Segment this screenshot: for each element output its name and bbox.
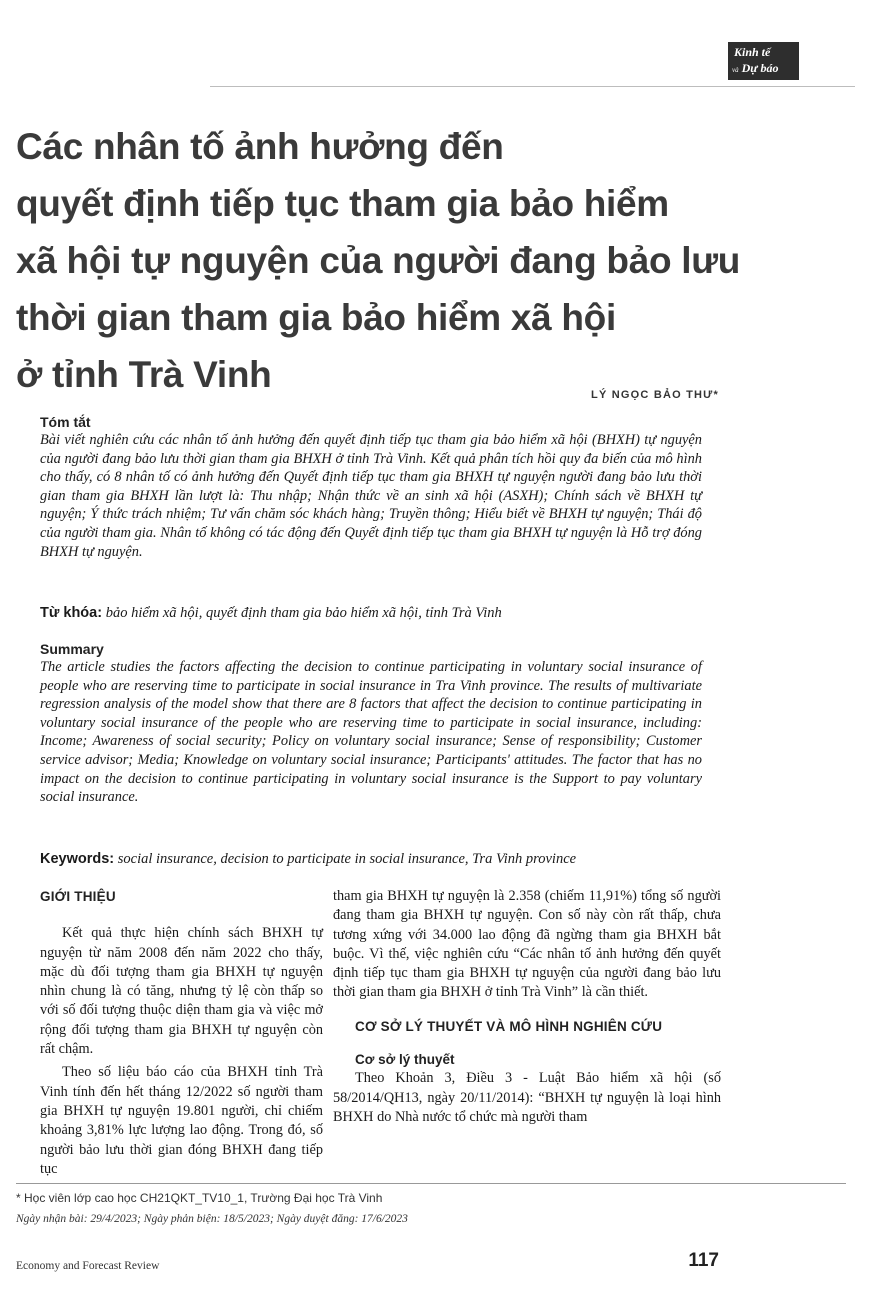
author-footnote: * Học viên lớp cao học CH21QKT_TV10_1, Trường Đại học Trà Vinh [16, 1191, 383, 1205]
footnote-divider [16, 1183, 846, 1184]
body-paragraph: tham gia BHXH tự nguyện là 2.358 (chiếm 11,91%) tổng số người đang tham gia BHXH tự nguyện. Con số này còn rất thấp, chưa tương xứng với 34.000 lao động đã ngừng tham gia BHXH bắt buộc. Vì thế, việc nghiên cứu “Các nhân tố ảnh hưởng đến quyết định tiếp tục tham gia BHXH tự nguyện của người đang bảo lưu thời gian tham gia BHXH ở tỉnh Trà Vinh” là cần thiết. [333, 888, 721, 1001]
keywords-english [40, 850, 702, 868]
body-paragraph: Kết quả thực hiện chính sách BHXH tự nguyện từ năm 2008 đến năm 2022 cho thấy, mặc dù đối tượng tham gia BHXH tự nguyện nhìn chung là có tăng, nhưng tỷ lệ còn thấp so với số đối tượng thuộc diện tham gia và việc mở rộng đối tượng tham gia BHXH tự nguyện còn rất chậm. [40, 925, 323, 1058]
logo-line1: Kinh tế [734, 45, 771, 59]
keywords-vi-text: bảo hiểm xã hội, quyết định tham gia bảo hiểm xã hội, tỉnh Trà Vinh [105, 605, 502, 621]
review-dates: Ngày nhận bài: 29/4/2023; Ngày phản biện: 18/5/2023; Ngày duyệt đăng: 17/6/2023 [16, 1213, 408, 1225]
title-line: Các nhân tố ảnh hưởng đến [16, 126, 504, 167]
subsection-heading: Cơ sở lý thuyết [355, 1052, 455, 1068]
abstract-vi-text: Bài viết nghiên cứu các nhân tố ảnh hưởng đến quyết định tiếp tục tham gia bảo hiểm xã hội (BHXH) tự nguyện của người đang bảo lưu thời gian tham gia BHXH ở tỉnh Trà Vinh. Kết quả phân tích hồi quy đa biến của mô hình cho thấy, có 8 nhân tố có ảnh hưởng đến Quyết định tiếp tục tham gia BHXH tự nguyện người đang bảo lưu thời gian tham gia BHXH lần lượt là: Thu nhập; Nhận thức về an sinh xã hội (ASXH); Chính sách về BHXH tự nguyện; Ý thức trách nhiệm; Tư vấn chăm sóc khách hàng; Truyền thông; Hiểu biết về BHXH tự nguyện; Thái độ của người tham gia. Nhân tố không có tác động đến Quyết định tiếp tục tham gia BHXH tự nguyện là Hỗ trợ đóng BHXH tự nguyện. [40, 432, 702, 560]
journal-name: Economy and Forecast Review [16, 1260, 160, 1272]
keywords-vietnamese [40, 604, 702, 622]
body-paragraph: Theo số liệu báo cáo của BHXH tỉnh Trà Vinh tính đến hết tháng 12/2022 số người tham gia BHXH tự nguyện 19.801 người, chỉ chiếm khoảng 3,81% lực lượng lao động. Trong đó, số người bảo lưu thời gian đóng BHXH đang tiếp tục [40, 1064, 323, 1177]
title-line: quyết định tiếp tục tham gia bảo hiểm [16, 183, 669, 224]
right-column [333, 887, 721, 1127]
keywords-vi-label: Từ khóa: [40, 605, 103, 621]
title-line: xã hội tự nguyện của người đang bảo lưu [16, 240, 741, 281]
title-line: thời gian tham gia bảo hiểm xã hội [16, 297, 616, 338]
journal-logo [728, 42, 799, 80]
logo-small: và [732, 66, 739, 74]
article-title [16, 118, 741, 403]
section-heading-theory: CƠ SỞ LÝ THUYẾT VÀ MÔ HÌNH NGHIÊN CỨU [355, 1018, 663, 1034]
header-divider [210, 86, 855, 87]
keywords-en-text: social insurance, decision to participate in social insurance, Tra Vinh province [117, 851, 577, 867]
left-column [40, 887, 323, 1179]
abstract-en-text: The article studies the factors affecting the decision to continue participating in voluntary social insurance of people who are reserving time to participate in social insurance in Tra Vinh province. The results of multivariate regression analysis of the model show that there are 8 factors that affect the decision to continue participating in voluntary social insurance of the people who are reserving time to participate in social insurance, including: Income; Awareness of social security; Policy on voluntary social insurance; Sense of responsibility; Customer service advisor; Media; Knowledge on voluntary social insurance; Participants' attitudes. The factor that has no impact on the decision to continue participating in voluntary social insurance is the Support to pay voluntary social insurance. [40, 659, 702, 806]
keywords-vi-line [40, 604, 702, 622]
logo-line2 [732, 61, 778, 76]
author-name: LÝ NGỌC BẢO THƯ* [591, 389, 719, 401]
section-heading-intro: GIỚI THIỆU [40, 889, 116, 904]
page-number: 117 [688, 1250, 719, 1271]
abstract-vi-heading: Tóm tắt [40, 414, 91, 430]
keywords-en-label: Keywords: [40, 851, 115, 867]
title-line: ở tỉnh Trà Vinh [16, 354, 272, 395]
logo-line2-text: Dự báo [741, 61, 779, 75]
body-paragraph: Theo Khoản 3, Điều 3 - Luật Bảo hiểm xã hội (số 58/2014/QH13, ngày 20/11/2014): “BHXH tự nguyện là loại hình BHXH do Nhà nước tổ chức mà người tham [333, 1070, 721, 1125]
abstract-en-heading: Summary [40, 641, 104, 657]
abstract-vietnamese [40, 414, 702, 561]
keywords-en-line [40, 850, 702, 868]
abstract-english [40, 641, 702, 807]
